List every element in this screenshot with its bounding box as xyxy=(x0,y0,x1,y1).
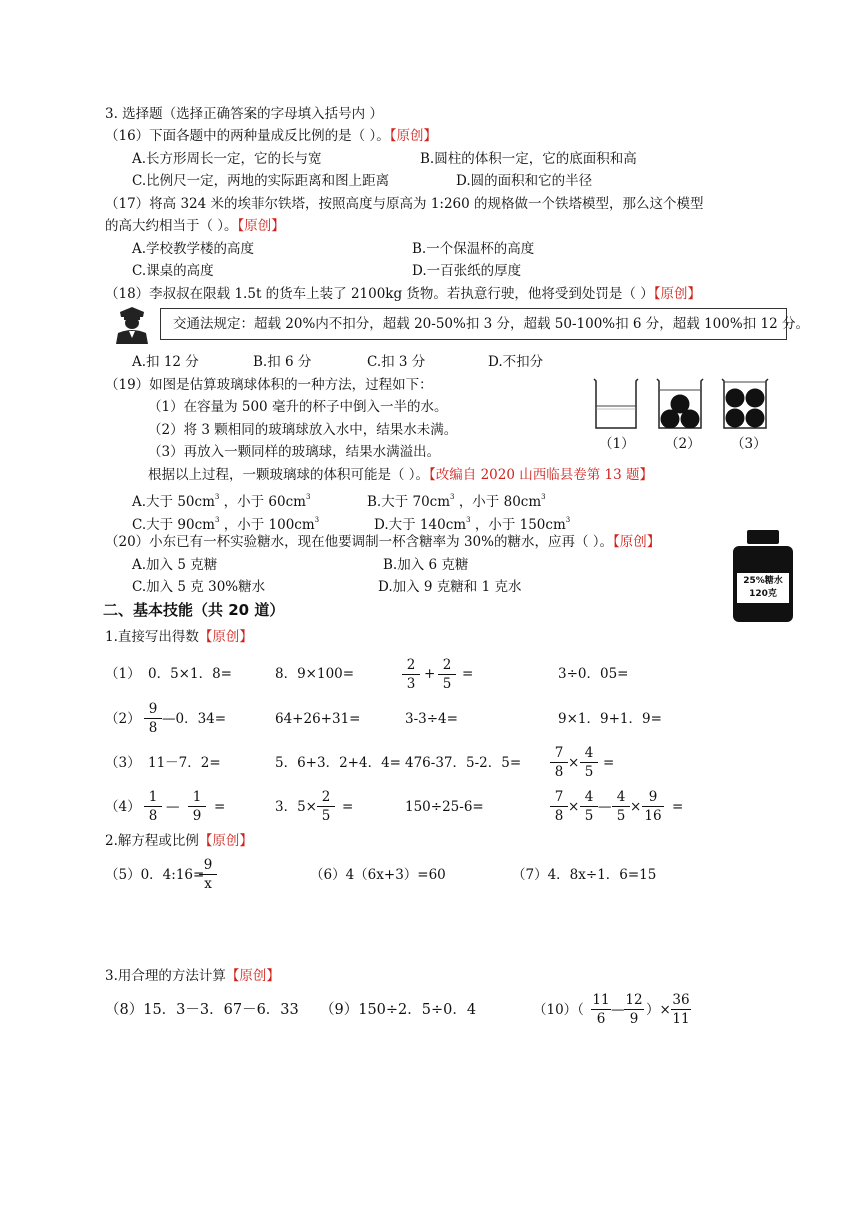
fraction: $\frac{1}{8}$ xyxy=(144,789,162,824)
plus-sign: + xyxy=(424,666,436,682)
calc-2a: —0．34= xyxy=(162,711,227,727)
calc-3a: 11－7．2= xyxy=(148,755,221,771)
minus-sign: — xyxy=(611,1002,625,1018)
fraction: $\frac{2}{3}$ xyxy=(402,657,420,692)
q18-option-d[interactable]: D.不扣分 xyxy=(488,354,544,370)
equals-sign: = xyxy=(672,799,684,815)
q19-stem: （19）如图是估算玻璃球体积的一种方法，过程如下： xyxy=(105,377,433,393)
row-1-number: （1） xyxy=(105,666,141,682)
equation-7: （7）4．8x÷1．6=15 xyxy=(512,867,657,883)
q18-option-c[interactable]: C.扣 3 分 xyxy=(367,354,426,370)
fraction: $\frac{7}{8}$ xyxy=(550,789,568,824)
minus-sign: — xyxy=(598,799,612,815)
q20-option-a[interactable]: A.加入 5 克糖 xyxy=(132,557,218,573)
fraction: $\frac{4}{5}$ xyxy=(580,789,598,824)
calc-2b: 64+26+31= xyxy=(275,711,361,727)
fraction: $\frac{12}{9}$ xyxy=(625,992,643,1027)
q20-option-b[interactable]: B.加入 6 克糖 xyxy=(383,557,469,573)
equation-6: （6）4（6x+3）=60 xyxy=(310,867,446,883)
minus-sign: — xyxy=(166,799,180,815)
calc-10-suffix: ）× xyxy=(646,1002,671,1018)
traffic-rule-box xyxy=(160,308,809,340)
fraction: $\frac{36}{11}$ xyxy=(672,992,690,1027)
part-1-title: 1.直接写出得数【原创】 xyxy=(105,629,253,645)
fraction: $\frac{9}{x}$ xyxy=(199,857,217,892)
q16-stem: （16）下面各题中的两种量成反比例的是（ ）。【原创】 xyxy=(105,128,437,144)
fraction: $\frac{9}{8}$ xyxy=(144,701,162,736)
times-sign: × xyxy=(568,799,580,815)
calc-4c: 150÷25-6= xyxy=(405,799,484,815)
q17-option-d[interactable]: D.一百张纸的厚度 xyxy=(412,263,522,279)
tag-original: 【原创】 xyxy=(389,128,437,144)
row-3-number: （3） xyxy=(105,755,141,771)
jar-label-concentration: 25%糖水 xyxy=(743,576,783,586)
times-sign: × xyxy=(630,799,642,815)
fraction: $\frac{1}{9}$ xyxy=(188,789,206,824)
beaker-3 xyxy=(722,379,768,428)
calc-1d: 3÷0．05= xyxy=(558,666,629,682)
row-2-number: （2） xyxy=(105,711,141,727)
fraction: $\frac{2}{5}$ xyxy=(317,789,335,824)
q20-option-d[interactable]: D.加入 9 克糖和 1 克水 xyxy=(378,579,522,595)
fraction: $\frac{2}{5}$ xyxy=(438,657,456,692)
q19-step-1: （1）在容量为 500 毫升的杯子中倒入一半的水。 xyxy=(148,399,448,415)
q20-option-c[interactable]: C.加入 5 克 30%糖水 xyxy=(132,579,266,595)
q16-option-d[interactable]: D.圆的面积和它的半径 xyxy=(456,173,593,189)
fraction: $\frac{7}{8}$ xyxy=(550,745,568,780)
q17-option-b[interactable]: B.一个保温杯的高度 xyxy=(412,241,535,257)
police-officer-icon xyxy=(112,304,152,344)
equation-5-prefix: （5）0．4:16= xyxy=(105,867,205,883)
tag-original: 【原创】 xyxy=(198,833,253,849)
calc-1a: 0．5×1．8= xyxy=(148,666,232,682)
tag-original: 【原创】 xyxy=(653,286,701,302)
calc-8: （8）15．3－3．67－6．33 xyxy=(105,1002,299,1018)
calc-1b: 8．9×100= xyxy=(275,666,355,682)
sugar-water-jar xyxy=(733,530,793,622)
tag-adapted: 【改编自 2020 山西临县卷第 13 题】 xyxy=(429,467,653,483)
times-sign: × xyxy=(568,755,580,771)
calc-2d: 9×1．9+1．9= xyxy=(558,711,662,727)
q19-option-a[interactable]: A.大于 $50cm^3$ ，小于 $60cm^3$ xyxy=(132,493,311,510)
q19-conclusion: 根据以上过程，一颗玻璃球的体积可能是（ ）。【改编自 2020 山西临县卷第 13 题】 xyxy=(148,467,653,483)
beaker-2 xyxy=(657,379,703,429)
q19-step-3: （3）再放入一颗同样的玻璃球，结果水满溢出。 xyxy=(148,444,441,460)
q19-option-d[interactable]: D.大于 $140cm^3$ ，小于 $150cm^3$ xyxy=(374,516,571,533)
tag-original: 【原创】 xyxy=(613,534,661,550)
equals-sign: = xyxy=(603,755,615,771)
section-2-title: 二、基本技能（共 20 道） xyxy=(103,601,285,619)
q16-option-b[interactable]: B.圆柱的体积一定，它的底面积和高 xyxy=(420,151,637,167)
jar-label-mass: 120克 xyxy=(749,589,777,599)
calc-4b-prefix: 3．5× xyxy=(275,799,317,815)
row-4-number: （4） xyxy=(105,799,141,815)
q17-stem-line2: 的高大约相当于（ ）。【原创】 xyxy=(105,218,285,234)
calc-3b: 5．6+3．2+4．4= xyxy=(275,755,401,771)
beaker-2-caption: （2） xyxy=(665,436,701,452)
q19-step-2: （2）将 3 颗相同的玻璃球放入水中，结果水未满。 xyxy=(148,422,458,438)
q18-stem: （18）李叔叔在限载 1.5t 的货车上装了 2100kg 货物。若执意行驶，他将受到处罚是（ ）【原创】 xyxy=(105,286,701,302)
beaker-diagram xyxy=(590,376,790,432)
traffic-rule-text: 交通法规定：超载 20%内不扣分，超载 20-50%扣 3 分，超载 50-100%扣 6 分，超载 100%扣 12 分。 xyxy=(173,316,809,332)
tag-original: 【原创】 xyxy=(237,218,285,234)
equals-sign: = xyxy=(214,799,226,815)
tag-original: 【原创】 xyxy=(198,629,253,645)
q20-stem: （20）小东已有一杯实验糖水，现在他要调制一杯含糖率为 30%的糖水，应再（ ）。【原创】 xyxy=(105,534,661,550)
q18-option-b[interactable]: B.扣 6 分 xyxy=(253,354,312,370)
fraction: $\frac{4}{5}$ xyxy=(580,745,598,780)
q19-option-c[interactable]: C.大于 $90cm^3$ ，小于 $100cm^3$ xyxy=(132,516,320,533)
calc-3c: 476-37．5-2．5= xyxy=(405,755,522,771)
fraction: $\frac{11}{6}$ xyxy=(592,992,610,1027)
beaker-1 xyxy=(594,379,638,428)
fraction: $\frac{9}{16}$ xyxy=(642,789,664,824)
q16-option-c[interactable]: C.比例尺一定，两地的实际距离和图上距离 xyxy=(132,173,390,189)
calc-2c: 3-3÷4= xyxy=(405,711,458,727)
equals-sign: = xyxy=(462,666,474,682)
beaker-1-caption: （1） xyxy=(599,436,635,452)
calc-10-prefix: （10）（ xyxy=(533,1002,584,1018)
equals-sign: = xyxy=(342,799,354,815)
q16-option-a[interactable]: A.长方形周长一定，它的长与宽 xyxy=(132,151,322,167)
section-3-title: 3. 选择题（选择正确答案的字母填入括号内 ） xyxy=(105,106,383,122)
q17-stem-line1: （17）将高 324 米的埃菲尔铁塔，按照高度与原高为 1:260 的规格做一个铁塔模型，那么这个模型 xyxy=(105,196,704,212)
q19-option-b[interactable]: B.大于 $70cm^3$ ，小于 $80cm^3$ xyxy=(367,493,546,510)
q18-option-a[interactable]: A.扣 12 分 xyxy=(132,354,199,370)
q17-option-c[interactable]: C.课桌的高度 xyxy=(132,263,214,279)
beaker-3-caption: （3） xyxy=(731,436,767,452)
part-2-title: 2.解方程或比例【原创】 xyxy=(105,833,253,849)
part-3-title: 3.用合理的方法计算【原创】 xyxy=(105,968,280,984)
q17-option-a[interactable]: A.学校教学楼的高度 xyxy=(132,241,255,257)
fraction: $\frac{4}{5}$ xyxy=(612,789,630,824)
calc-9: （9）150÷2．5÷0．4 xyxy=(320,1002,477,1018)
tag-original: 【原创】 xyxy=(225,968,280,984)
